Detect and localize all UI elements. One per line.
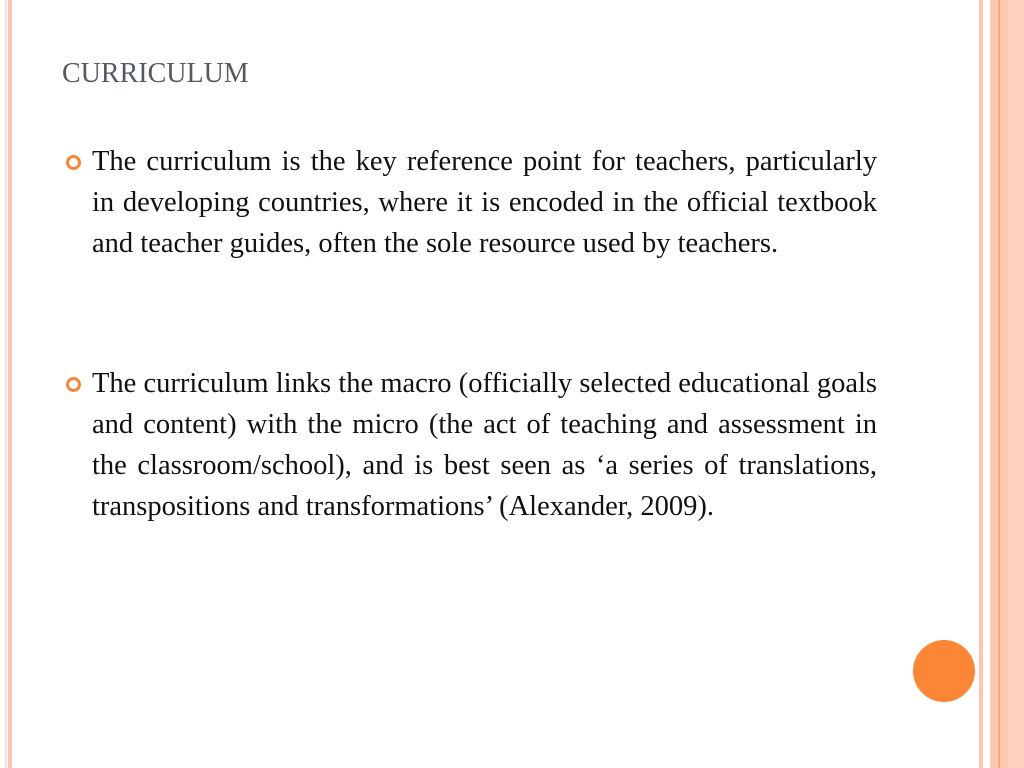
slide-title: CURRICULUM	[62, 58, 249, 89]
bullet-item	[92, 363, 877, 527]
decorative-orange-circle-icon	[913, 640, 975, 702]
hollow-circle-bullet-icon	[66, 377, 81, 392]
right-decorative-band-light	[1008, 0, 1024, 768]
right-decorative-stripe-thin	[979, 0, 983, 768]
bullet-text: The curriculum links the macro (officially selected educational goals and content) with the micro (the act of teaching and assessment in the classroom/school), and is best seen as ‘a series of translations, transpositions and transformations’ (Alexander, 2009).	[92, 368, 877, 522]
bullet-item	[92, 141, 877, 264]
right-decorative-line	[998, 0, 1000, 768]
bullet-text: The curriculum is the key reference point for teachers, particularly in developing countries, where it is encoded in the official textbook and teacher guides, often the sole resource used by teachers.	[92, 146, 877, 259]
left-decorative-stripe	[8, 0, 12, 768]
left-decorative-stripe-thin	[5, 0, 7, 768]
hollow-circle-bullet-icon	[66, 155, 81, 170]
